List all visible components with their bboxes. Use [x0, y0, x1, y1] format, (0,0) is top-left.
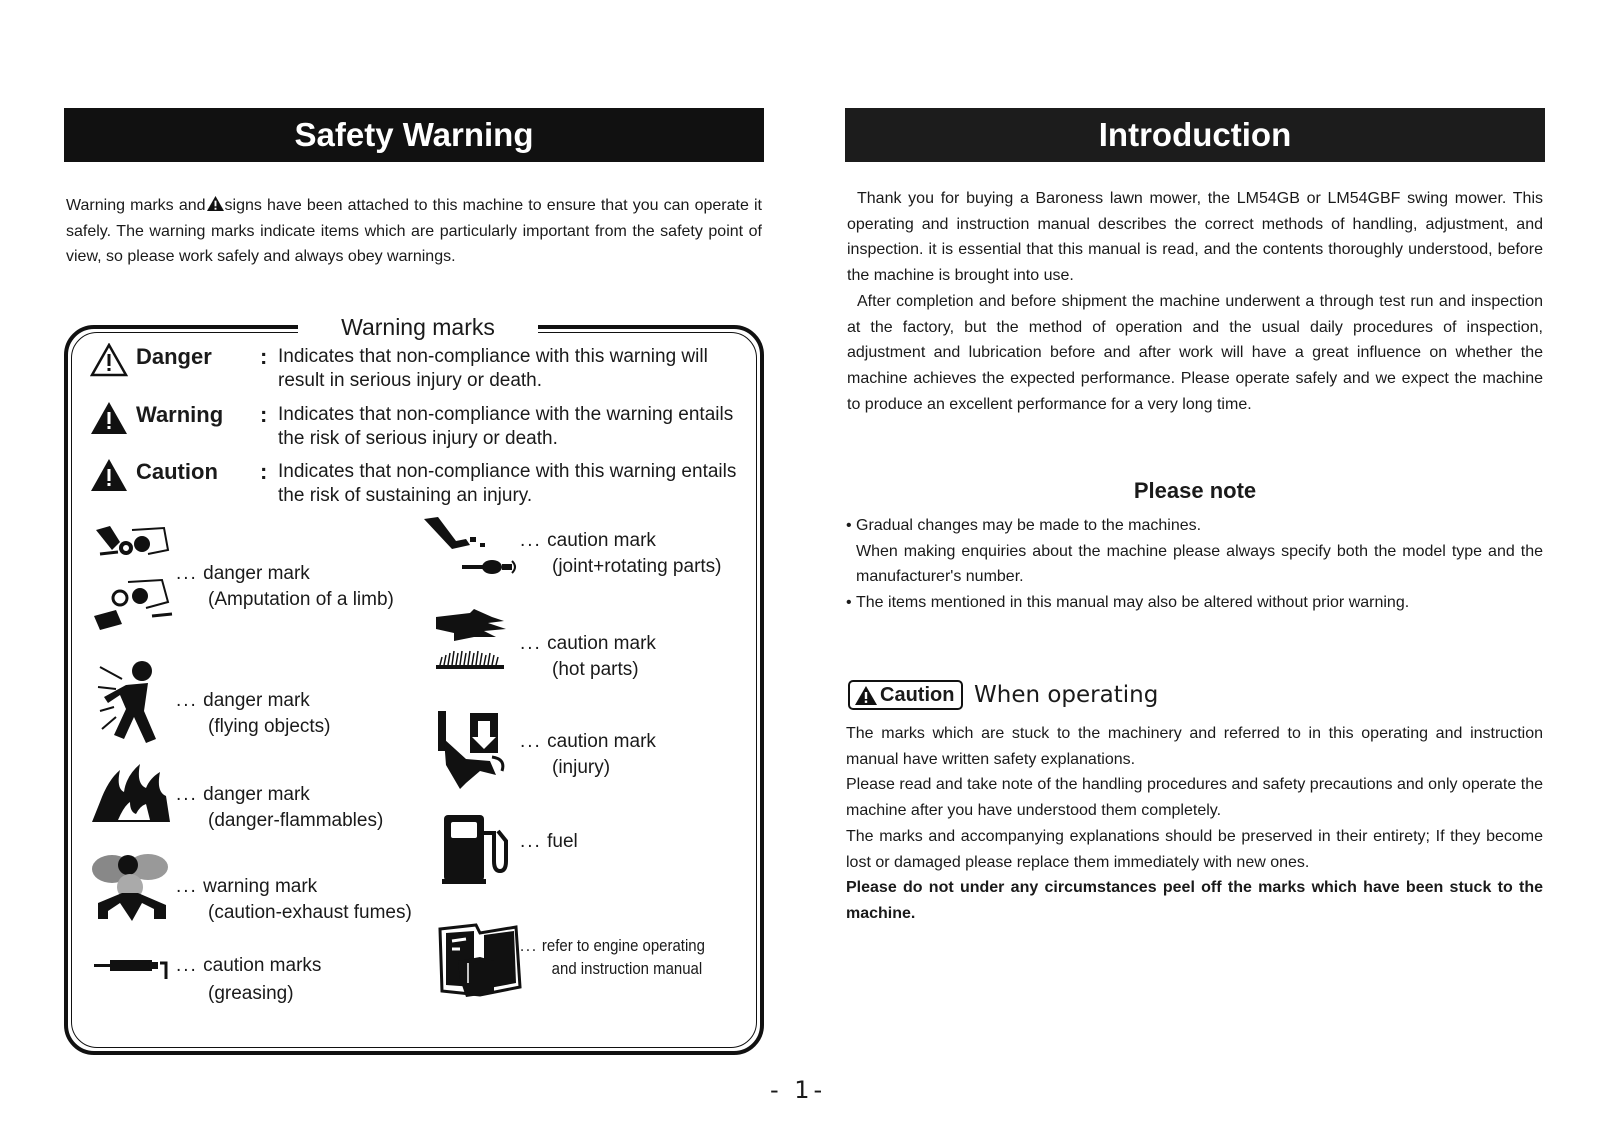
level-colon: :: [260, 402, 268, 427]
fuel-pump-icon: [442, 813, 512, 885]
dots: ...: [520, 530, 542, 551]
note-item: [846, 513, 1543, 539]
mark-detail: (greasing): [208, 983, 294, 1004]
mark-detail: (hot parts): [552, 659, 639, 680]
mark-joint-rotating: [520, 528, 722, 580]
note-text: The items mentioned in this manual may also be altered without prior warning.: [856, 594, 1410, 612]
mark-label: fuel: [547, 831, 578, 852]
mark-label: refer to engine operating: [541, 936, 705, 955]
mark-detail: and instruction manual: [551, 959, 703, 978]
mark-detail: (injury): [552, 757, 611, 778]
mark-greasing: [176, 953, 321, 1007]
mark-detail: (caution-exhaust fumes): [208, 902, 412, 923]
operating-manual-icon: [436, 921, 522, 1001]
dots: ...: [176, 955, 198, 976]
mark-label: caution marks: [203, 955, 322, 976]
intro-paragraph: After completion and before shipment the machine underwent a through test run and inspection at the factory, but the method of operation and the usual daily procedures of inspection, adjustment and lubrication before and after work will have a great influence on whether the machine achieves the expected performance. Please operate safely and we expect the machine to produce an excellent performance for a very long time.: [847, 292, 1543, 413]
caution-badge-label: Caution: [880, 684, 955, 706]
mark-detail: (flying objects): [208, 716, 331, 737]
note-list: [846, 513, 1543, 616]
warning-filled-triangle-icon: [90, 401, 128, 435]
mark-label: caution mark: [547, 530, 656, 551]
intro-paragraph: Thank you for buying a Baroness lawn mower, the LM54GB or LM54GBF swing mower. This operating and instruction manual describes the correct methods of handling, adjustment, and inspection. it is essential that this manual is read, and the contents thoroughly understood, before the machine is brought into use.: [847, 190, 1543, 285]
when-operating-title: When operating: [974, 682, 1159, 708]
intro-text-part2: signs have been attached to this machine to ensure that you can operate it safely. The warning marks indicate items which are particularly important from the safety point of view, so please work safely and always obey warnings.: [66, 197, 763, 266]
level-name-warning: Warning: [136, 402, 224, 427]
level-desc-line: result in serious injury or death.: [278, 370, 543, 391]
mark-manual: [520, 934, 705, 980]
dots: ...: [176, 563, 198, 584]
mark-amputation: [176, 561, 394, 613]
mark-label: danger mark: [203, 784, 310, 805]
level-warning: [90, 401, 750, 451]
page-number: - 1-: [770, 1076, 827, 1104]
dots: ...: [176, 690, 198, 711]
level-danger: [90, 343, 750, 393]
mark-exhaust-fumes: [176, 874, 412, 926]
safety-warning-intro: [66, 193, 762, 270]
joint-rotating-parts-icon: [422, 515, 522, 587]
dots: ...: [520, 936, 538, 955]
warning-marks-title: Warning marks: [298, 312, 538, 342]
mark-label: warning mark: [203, 876, 318, 897]
mark-flying-objects: [176, 688, 331, 740]
dots: ...: [176, 784, 198, 805]
bullet: •: [846, 517, 852, 534]
caution-paragraph: The marks and accompanying explanations should be preserved in their entirety; If they become lost or damaged please replace them immediately with new ones.: [846, 827, 1543, 871]
level-desc-warning: [278, 403, 758, 451]
level-desc-line: Indicates that non-compliance with this warning will: [278, 346, 708, 367]
warning-triangle-icon: [206, 195, 225, 212]
caution-triangle-icon: [854, 685, 878, 706]
level-desc-line: the risk of serious injury or death.: [278, 428, 558, 449]
note-continuation: When making enquiries about the machine please always specify both the model type and the manufacturer's number.: [856, 542, 1543, 586]
mark-detail: (joint+rotating parts): [552, 556, 722, 577]
caution-badge: [848, 680, 963, 710]
caution-paragraph: Please read and take note of the handling procedures and safety precautions and only operate the machine after you have understood them completely.: [846, 776, 1543, 820]
intro-text-part1: Warning marks and: [66, 197, 206, 214]
mark-detail: (Amputation of a limb): [208, 589, 394, 610]
dots: ...: [520, 731, 542, 752]
mark-label: caution mark: [547, 731, 656, 752]
level-desc-danger: [278, 345, 758, 393]
level-name-caution: Caution: [136, 459, 218, 484]
mark-detail: (danger-flammables): [208, 810, 384, 831]
mark-hot-parts: [520, 631, 656, 683]
level-name-danger: Danger: [136, 344, 212, 369]
caution-filled-triangle-icon: [90, 458, 128, 492]
bullet: •: [846, 594, 852, 612]
dots: ...: [520, 633, 542, 654]
introduction-body: [847, 186, 1543, 417]
level-desc-line: Indicates that non-compliance with this warning entails: [278, 461, 737, 482]
mark-label: danger mark: [203, 563, 310, 584]
note-text: Gradual changes may be made to the machines.: [856, 517, 1202, 534]
flammables-fire-icon: [90, 762, 172, 824]
hot-parts-icon: [434, 607, 510, 671]
crush-injury-icon: [436, 709, 516, 791]
grease-gun-icon: [94, 955, 174, 981]
caution-paragraph-bold: Please do not under any circumstances peel off the marks which have been stuck to the machine.: [846, 879, 1543, 922]
caution-paragraph: The marks which are stuck to the machinery and referred to in this operating and instruction manual have written safety explanations.: [846, 725, 1543, 768]
safety-warning-title: Safety Warning: [64, 108, 764, 162]
level-desc-line: the risk of sustaining an injury.: [278, 485, 533, 506]
level-desc-line: Indicates that non-compliance with the warning entails: [278, 404, 734, 425]
flying-objects-icon: [96, 659, 168, 749]
mark-injury: [520, 729, 656, 781]
dots: ...: [176, 876, 198, 897]
exhaust-fumes-icon: [92, 853, 172, 921]
dots: ...: [520, 831, 542, 852]
introduction-title: Introduction: [845, 108, 1545, 162]
please-note-heading: Please note: [1133, 478, 1257, 503]
level-colon: :: [260, 459, 268, 484]
mark-fuel: [520, 829, 578, 855]
mark-flammables: [176, 782, 383, 834]
mark-label: caution mark: [547, 633, 656, 654]
amputation-limb-icon: [92, 524, 174, 636]
level-caution: [90, 458, 750, 508]
caution-body: [846, 721, 1543, 927]
mark-label: danger mark: [203, 690, 310, 711]
level-colon: :: [260, 344, 268, 369]
warning-marks-box: [64, 314, 764, 1055]
danger-outline-triangle-icon: [90, 343, 128, 377]
level-desc-caution: [278, 460, 758, 508]
note-item: [846, 590, 1543, 616]
